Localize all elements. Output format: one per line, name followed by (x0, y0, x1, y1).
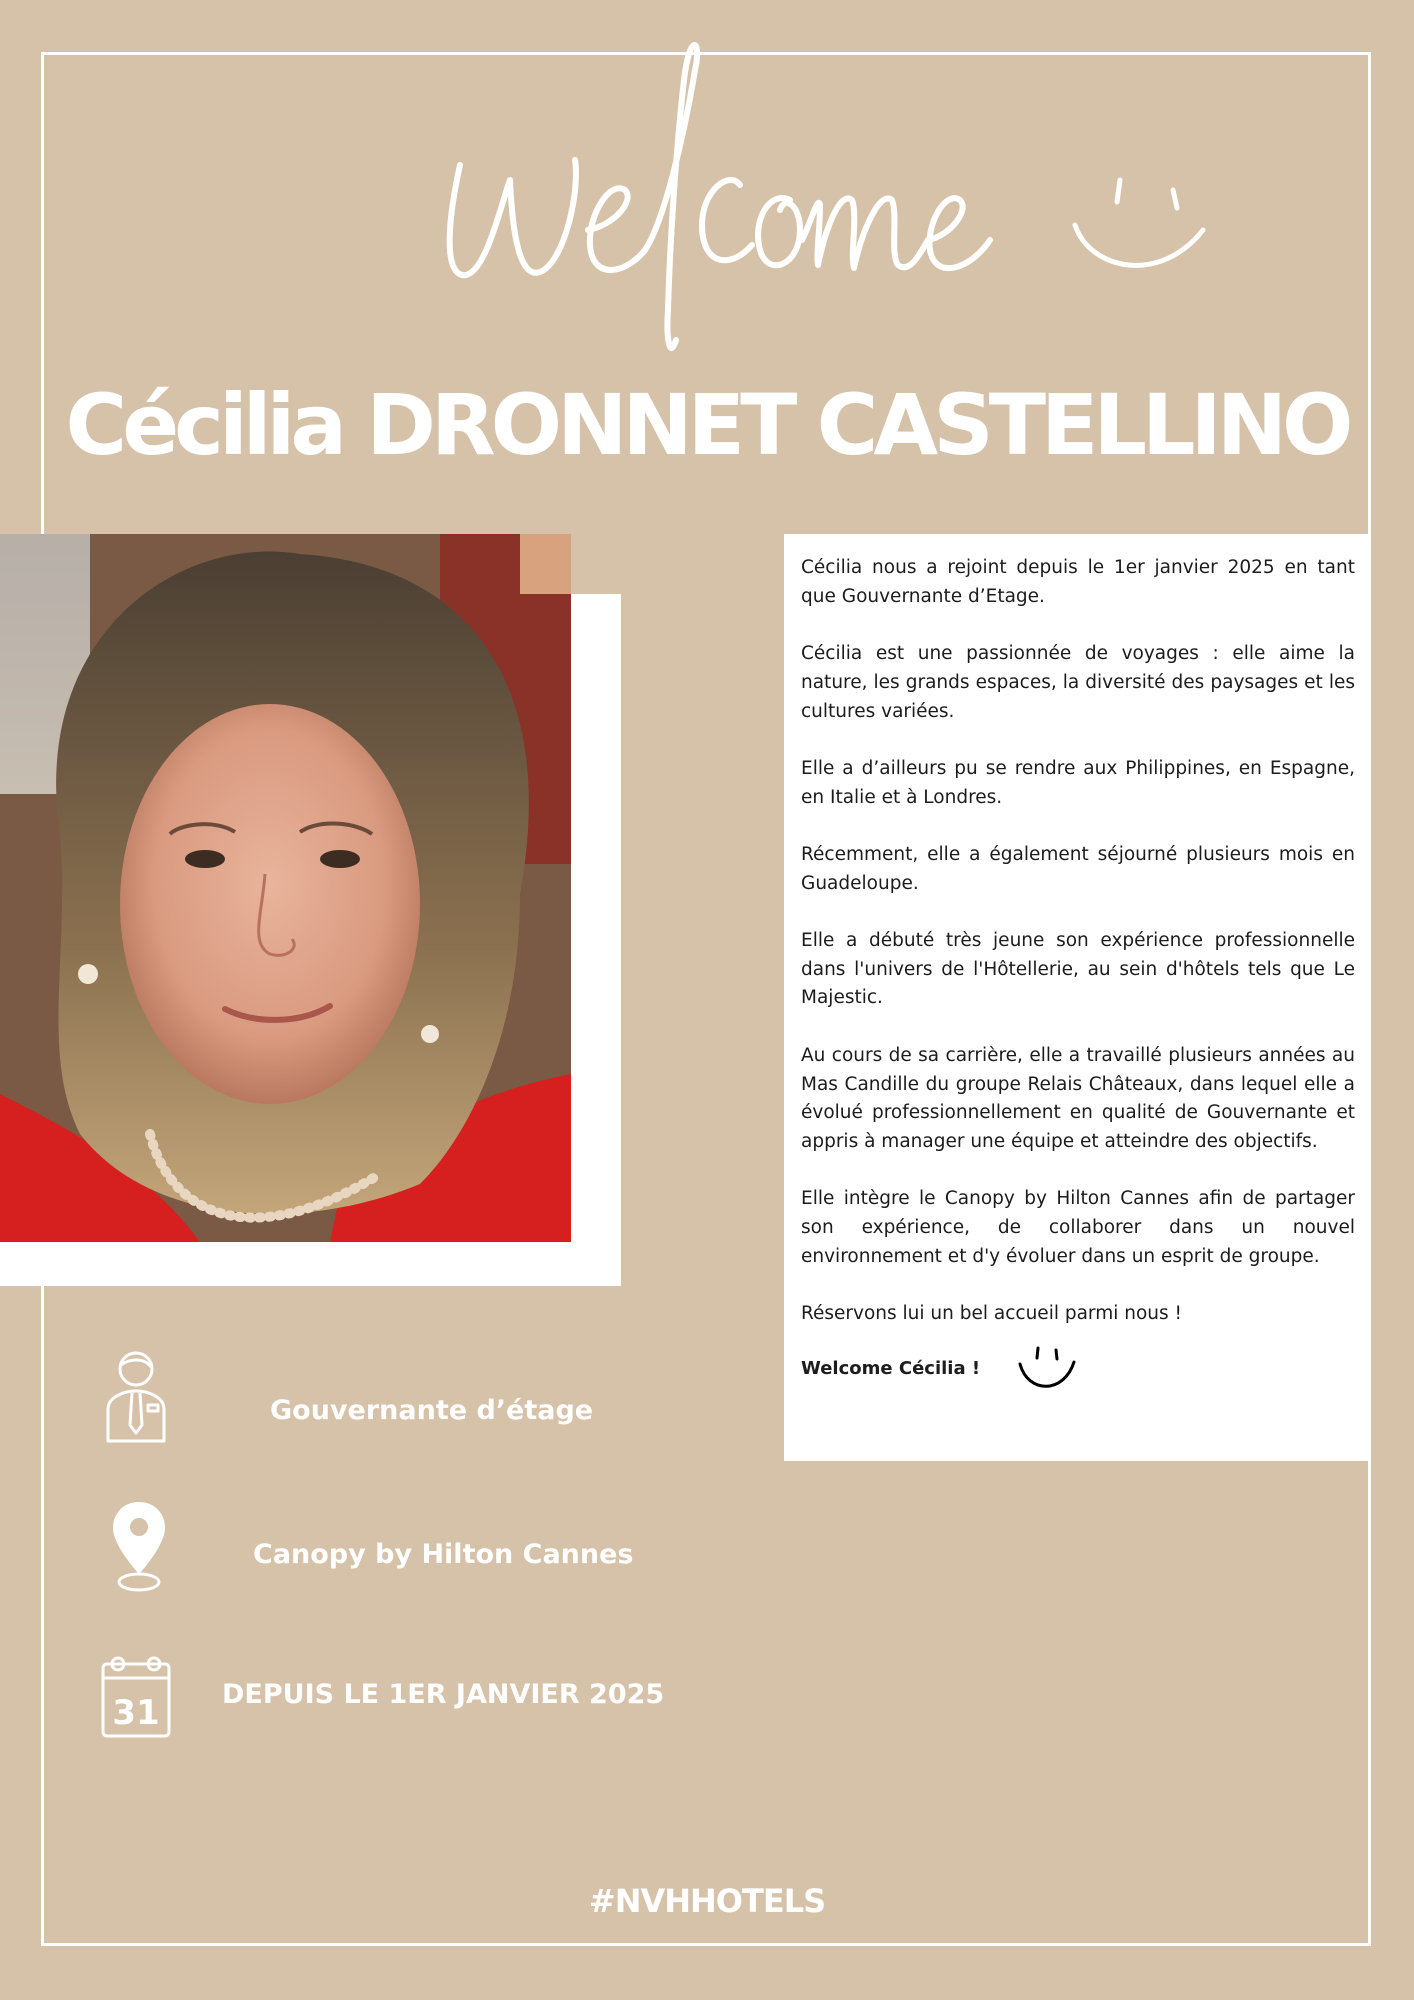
employee-icon (104, 1347, 168, 1443)
location-label: Canopy by Hilton Cannes (253, 1539, 634, 1570)
info-date (0, 1650, 784, 1750)
employee-photo (0, 534, 571, 1242)
signoff-text: Welcome Cécilia ! (801, 1358, 981, 1380)
bio-paragraph: Réservons lui un bel accueil parmi nous ! (801, 1303, 1182, 1325)
bio-card (784, 534, 1371, 1461)
employee-name: Cécilia DRONNET CASTELLINO (65, 376, 1349, 474)
date-label: DEPUIS LE 1ER JANVIER 2025 (222, 1679, 665, 1710)
bio-paragraph: Cécilia nous a rejoint depuis le 1er janvier 2025 en tant que Gouvernante d’Etage. (801, 557, 1355, 607)
bio-signoff (801, 1344, 1355, 1396)
calendar-icon (100, 1654, 172, 1738)
bio-paragraph: Récemment, elle a également séjourné plusieurs mois en Guadeloupe. (801, 843, 1355, 894)
location-pin-icon (110, 1500, 168, 1594)
bio-paragraph: Elle a débuté très jeune son expérience professionnelle dans l'univers de l'Hôtellerie, au sein d'hôtels tels que Le Majestic. (801, 930, 1355, 1009)
bio-paragraph: Cécilia est une passionnée de voyages : elle aime la nature, les grands espaces, la diversité des paysages et les cultures variées. (801, 643, 1355, 722)
smiley-icon (1014, 1344, 1078, 1396)
info-location (0, 1500, 784, 1600)
info-role (0, 1345, 784, 1445)
hashtag: #NVHHOTELS (588, 1882, 826, 1920)
bio-paragraph: Elle intègre le Canopy by Hilton Cannes afin de partager son expérience, de collaborer dans un nouvel environnement et d'y évoluer dans un esprit de groupe. (801, 1188, 1355, 1267)
smiley-icon (1065, 170, 1215, 290)
bio-paragraph: Au cours de sa carrière, elle a travaillé plusieurs années au Mas Candille du groupe Relais Châteaux, dans lequel elle a évolué professionnellement en qualité de Gouvernante et appris à manager une équipe et atteindre des objectifs. (801, 1044, 1355, 1152)
calendar-day: 31 (112, 1693, 160, 1733)
welcome-script (440, 40, 1000, 370)
role-label: Gouvernante d’étage (270, 1395, 594, 1426)
bio-paragraph: Elle a d’ailleurs pu se rendre aux Philippines, en Espagne, en Italie et à Londres. (801, 757, 1355, 808)
